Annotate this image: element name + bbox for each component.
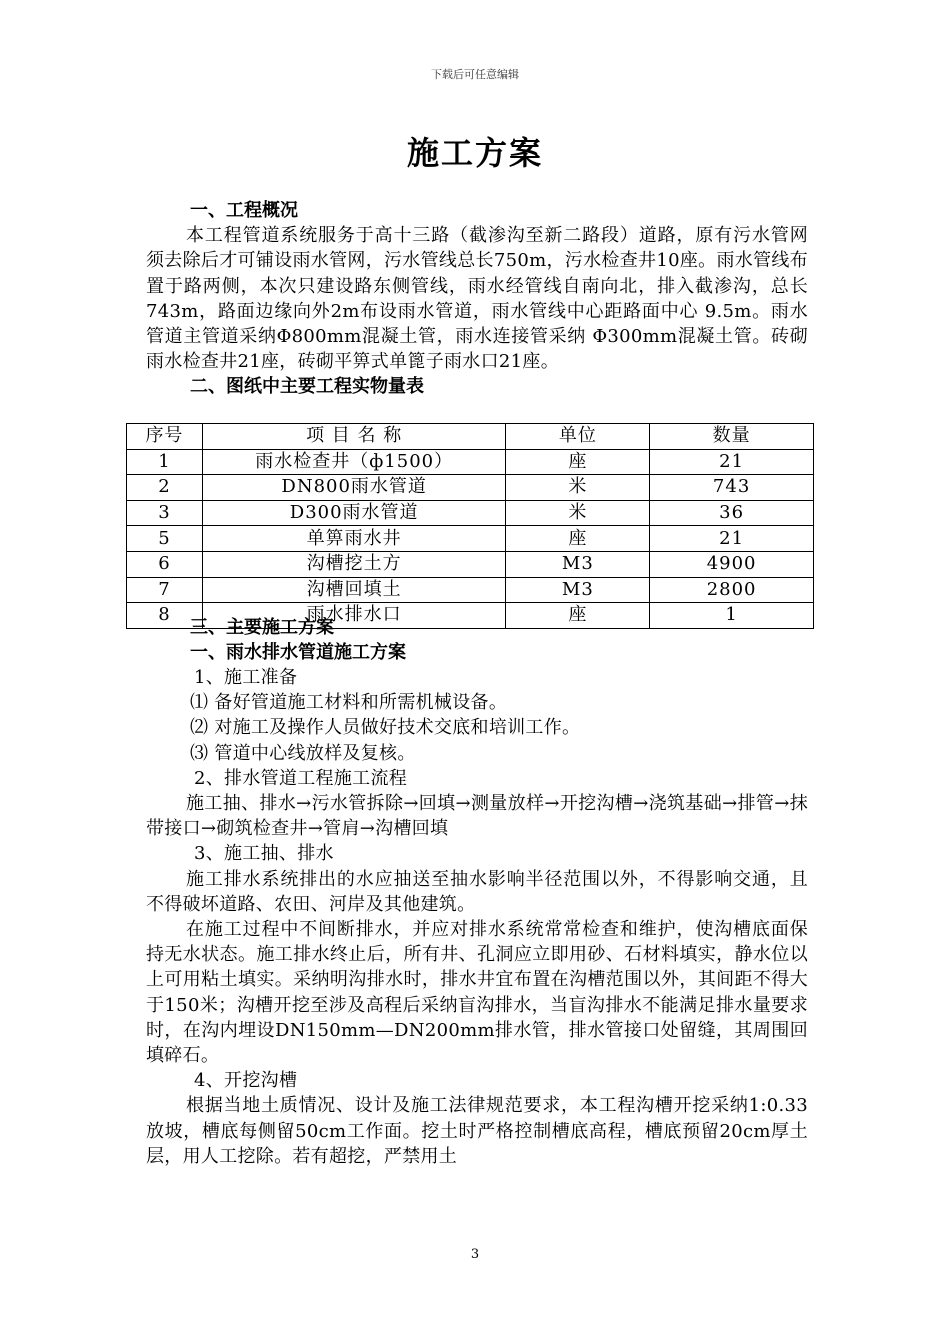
drain-paragraph-2: 在施工过程中不间断排水，并应对排水系统常常检查和维护，使沟槽底面保持无水状态。施工排水终止后，所有井、孔洞应立即用砂、石材料填实，静水位以上可用粘土填实。采纳明沟排水时，排水井宜布置在沟槽范围以外，其间距不得大于150米；沟槽开挖至涉及高程后采纳盲沟排水，当盲沟排水不能满足排水量要求时，在沟内埋设DN150mm—DN200mm排水管，排水管接口处留缝，其周围回填碎石。: [146, 919, 808, 1067]
cell-quantity: 21: [650, 526, 814, 552]
section3-heading: 三、主要施工方案: [190, 616, 334, 638]
cell-quantity: 2800: [650, 577, 814, 603]
cell-quantity: 743: [650, 475, 814, 501]
header-cell: 单位: [506, 424, 650, 450]
cell-item: 雨水检查井（ф1500）: [202, 449, 506, 475]
prep-item-2: ⑵ 对施工及操作人员做好技术交底和培训工作。: [190, 717, 581, 739]
table-row: [127, 551, 814, 577]
cell-unit: 座: [506, 603, 650, 629]
cell-unit: 座: [506, 449, 650, 475]
excavation-title: 4、开挖沟槽: [194, 1070, 298, 1092]
cell-item: D300雨水管道: [202, 500, 506, 526]
header-cell: 数量: [650, 424, 814, 450]
cell-item: 沟槽回填土: [202, 577, 506, 603]
section1-body: 本工程管道系统服务于高十三路（截渗沟至新二路段）道路，原有污水管网须去除后才可铺设雨水管网，污水管线总长750m，污水检查井10座。雨水管线布置于路两侧，本次只建设路东侧管线，雨水经管线自南向北，排入截渗沟，总长743m，路面边缘向外2m布设雨水管道，雨水管线中心距路面中心 9.5m。雨水管道主管道采纳Φ800mm混凝土管，雨水连接管采纳 Φ300mm混凝土管。砖砌雨水检查井21座，砖砌平箅式单篦子雨水口21座。: [146, 225, 808, 373]
cell-index: 8: [127, 603, 203, 629]
cell-quantity: 21: [650, 449, 814, 475]
section1-heading: 一、工程概况: [190, 200, 298, 221]
cell-index: 5: [127, 526, 203, 552]
cell-unit: 米: [506, 475, 650, 501]
flow-title: 2、排水管道工程施工流程: [194, 767, 408, 789]
cell-index: 2: [127, 475, 203, 501]
table-header-row: [127, 424, 814, 450]
table-row: [127, 449, 814, 475]
cell-quantity: 1: [650, 603, 814, 629]
table-row: [127, 577, 814, 603]
cell-index: 6: [127, 551, 203, 577]
cell-quantity: 36: [650, 500, 814, 526]
prep-title: 1、施工准备: [194, 667, 298, 689]
header-cell: 序号: [127, 424, 203, 450]
excavation-body: 根据当地土质情况、设计及施工法律规范要求，本工程沟槽开挖采纳1:0.33放坡，槽底每侧留50cm工作面。挖土时严格控制槽底高程，槽底预留20cm厚土层，用人工挖除。若有超挖，严禁用土: [146, 1095, 808, 1167]
header-note: 下载后可任意编辑: [431, 68, 519, 81]
page-number: 3: [470, 1247, 480, 1262]
cell-unit: M3: [506, 551, 650, 577]
cell-item: 沟槽挖土方: [202, 551, 506, 577]
cell-index: 3: [127, 500, 203, 526]
table-row: [127, 603, 814, 629]
cell-item: DN800雨水管道: [202, 475, 506, 501]
drain-title: 3、施工抽、排水: [194, 843, 334, 865]
document-body: [146, 198, 808, 1169]
section2-heading: 二、图纸中主要工程实物量表: [190, 376, 424, 398]
drain-paragraph-1: 施工排水系统排出的水应抽送至抽水影响半径范围以外，不得影响交通，且不得破坏道路、农田、河岸及其他建筑。: [146, 868, 808, 915]
section3-subheading: 一、雨水排水管道施工方案: [190, 641, 406, 663]
cell-index: 1: [127, 449, 203, 475]
cell-unit: 座: [506, 526, 650, 552]
table-row: [127, 500, 814, 526]
flow-body: 施工抽、排水→污水管拆除→回填→测量放样→开挖沟槽→浇筑基础→排管→抹带接口→砌筑检查井→管肩→沟槽回填: [146, 793, 808, 840]
cell-index: 7: [127, 577, 203, 603]
prep-item-3: ⑶ 管道中心线放样及复核。: [190, 742, 416, 764]
table-row: [127, 526, 814, 552]
header-cell: 项 目 名 称: [202, 424, 506, 450]
cell-item: 单箅雨水井: [202, 526, 506, 552]
cell-unit: 米: [506, 500, 650, 526]
table-row: [127, 475, 814, 501]
quantity-table: [126, 423, 814, 629]
cell-item: 雨水排水口: [202, 603, 506, 629]
cell-unit: M3: [506, 577, 650, 603]
page-title: 施工方案: [406, 134, 543, 172]
prep-item-1: ⑴ 备好管道施工材料和所需机械设备。: [190, 692, 508, 714]
cell-quantity: 4900: [650, 551, 814, 577]
